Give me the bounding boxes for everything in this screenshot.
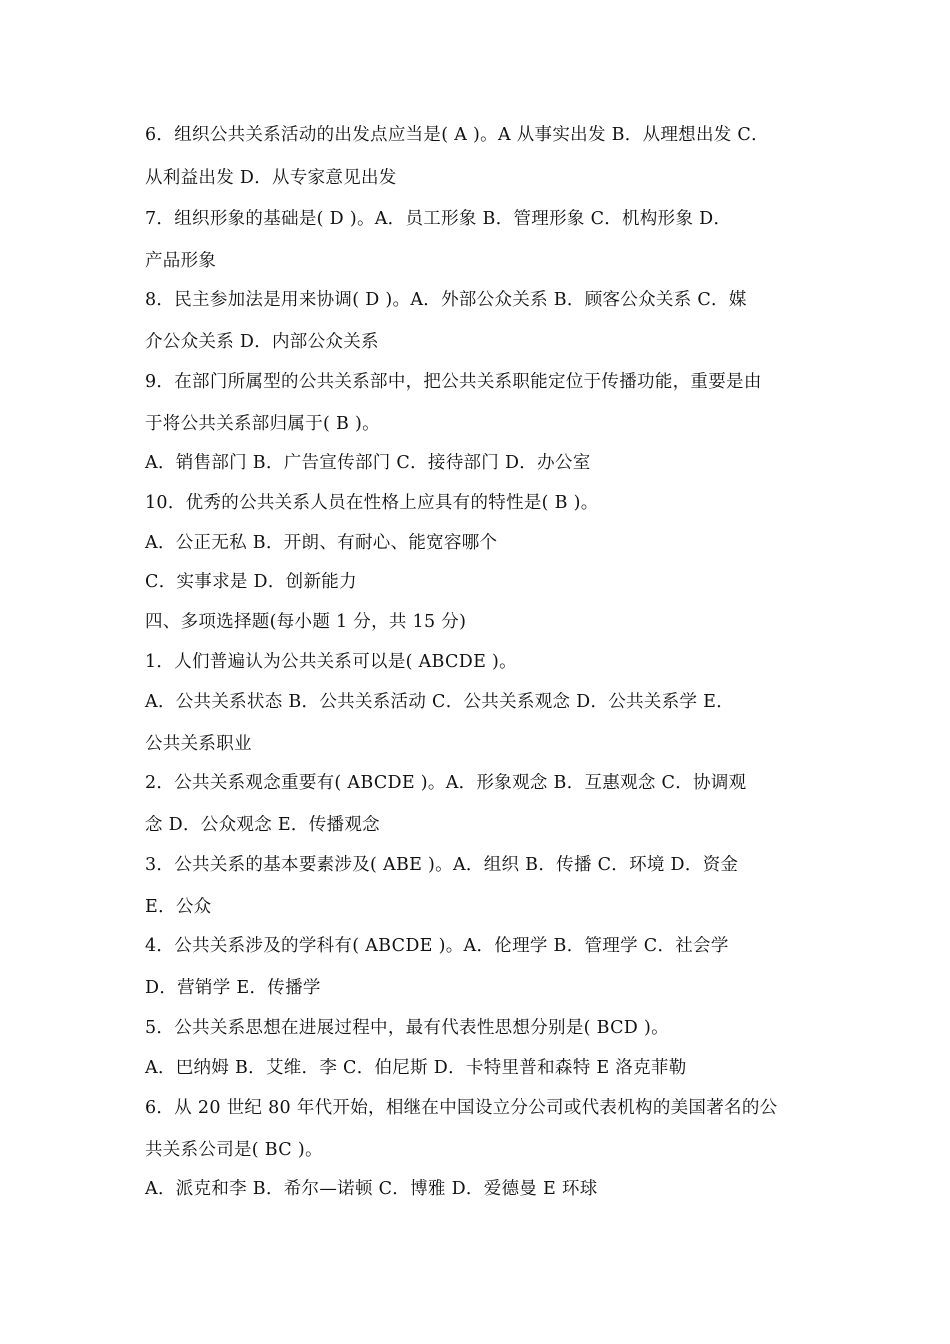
- text-line: 6．组织公共关系活动的出发点应当是( A )。A 从事实出发 B．从理想出发 C．: [145, 125, 769, 145]
- text-line: 介公众关系 D．内部公众关系: [145, 332, 379, 352]
- text-line: 4．公共关系涉及的学科有( ABCDE )。A．伦理学 B．管理学 C．社会学: [145, 936, 729, 956]
- text-line: 10．优秀的公共关系人员在性格上应具有的特性是( B )。: [145, 493, 599, 513]
- text-line: 共关系公司是( BC )。: [145, 1140, 323, 1160]
- text-line: A．派克和李 B．希尔—诺顿 C．博雅 D．爱德曼 E 环球: [145, 1179, 598, 1199]
- text-line: 1．人们普遍认为公共关系可以是( ABCDE )。: [145, 652, 517, 672]
- text-line: 从利益出发 D．从专家意见出发: [145, 168, 397, 188]
- text-line: 6．从 20 世纪 80 年代开始，相继在中国设立分公司或代表机构的美国著名的公: [145, 1098, 778, 1118]
- text-line: 产品形象: [145, 251, 217, 271]
- text-line: E．公众: [145, 897, 212, 917]
- section-heading: 四、多项选择题(每小题 1 分，共 15 分): [145, 612, 467, 632]
- text-line: A．公正无私 B．开朗、有耐心、能宽容哪个: [145, 533, 498, 553]
- text-line: A．公共关系状态 B．公共关系活动 C．公共关系观念 D．公共关系学 E．: [145, 692, 735, 712]
- text-line: 3．公共关系的基本要素涉及( ABE )。A．组织 B．传播 C．环境 D．资金: [145, 855, 739, 875]
- text-line: 念 D．公众观念 E．传播观念: [145, 815, 380, 835]
- text-line: 5．公共关系思想在进展过程中，最有代表性思想分别是( BCD )。: [145, 1018, 669, 1038]
- text-line: 7．组织形象的基础是( D )。A．员工形象 B．管理形象 C．机构形象 D．: [145, 209, 732, 229]
- text-line: A．巴纳姆 B．艾维．李 C．伯尼斯 D．卡特里普和森特 E 洛克菲勒: [145, 1058, 687, 1078]
- text-line: 8．民主参加法是用来协调( D )。A．外部公众关系 B．顾客公众关系 C．媒: [145, 290, 747, 310]
- text-line: 2．公共关系观念重要有( ABCDE )。A．形象观念 B．互惠观念 C．协调观: [145, 773, 747, 793]
- text-line: C．实事求是 D．创新能力: [145, 572, 357, 592]
- text-line: 于将公共关系部归属于( B )。: [145, 414, 380, 434]
- text-line: 9．在部门所属型的公共关系部中，把公共关系职能定位于传播功能，重要是由: [145, 372, 762, 392]
- text-line: 公共关系职业: [145, 734, 252, 754]
- text-line: A．销售部门 B．广告宣传部门 C．接待部门 D．办公室: [145, 453, 591, 473]
- text-line: D．营销学 E．传播学: [145, 978, 321, 998]
